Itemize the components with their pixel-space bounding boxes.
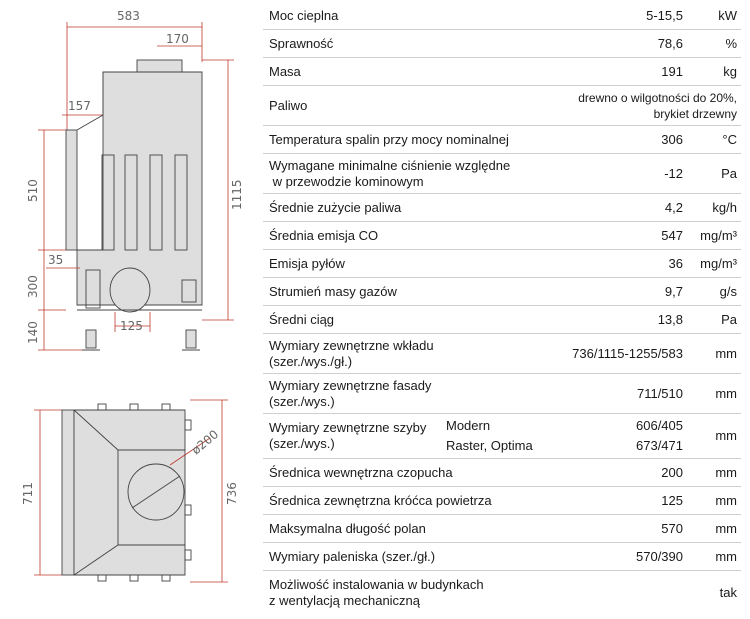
spec-label-line2: (szer./wys./gł.) <box>269 353 353 369</box>
technical-drawing-svg <box>0 0 256 619</box>
spec-label-line1: Wymagane minimalne ciśnienie względne <box>269 157 511 173</box>
dim-510: 510 <box>26 179 40 202</box>
spec-unit: mm <box>715 520 737 536</box>
spec-row <box>263 571 741 615</box>
spec-row <box>263 222 741 250</box>
spec-row <box>263 86 741 126</box>
spec-label-line1: Wymiary zewnętrzne szyby <box>269 420 427 435</box>
spec-label-line1: Wymiary zewnętrzne fasady <box>269 377 432 393</box>
spec-label: Paliwo <box>269 97 308 113</box>
spec-label: Moc cieplna <box>269 8 339 23</box>
spec-label: Średnie zużycie paliwa <box>269 199 402 215</box>
spec-row <box>263 543 741 571</box>
dim-711: 711 <box>21 482 35 505</box>
spec-unit: kg/h <box>712 199 737 215</box>
spec-row <box>263 58 741 86</box>
spec-label-line1: Wymiary zewnętrzne wkładu <box>269 337 434 353</box>
spec-row <box>263 459 741 487</box>
spec-unit: mm <box>715 428 737 443</box>
spec-label: Temperatura spalin przy mocy nominalnej <box>269 131 509 147</box>
glass-variant-raster-value: 673/471 <box>636 438 683 453</box>
dim-583: 583 <box>117 9 140 23</box>
spec-value: 78,6 <box>657 35 683 51</box>
spec-label: Średnica wewnętrzna czopucha <box>269 464 453 480</box>
dim-200: ø200 <box>188 427 222 458</box>
spec-label: Średnica zewnętrzna króćca powietrza <box>269 492 492 508</box>
spec-row <box>263 374 741 414</box>
spec-row <box>263 306 741 334</box>
spec-unit: g/s <box>719 283 737 299</box>
spec-value-line1: drewno o wilgotności do 20%, <box>578 90 737 105</box>
spec-unit: mm <box>715 492 737 508</box>
spec-label: Maksymalna długość polan <box>269 520 426 536</box>
spec-table <box>263 3 741 615</box>
dim-170: 170 <box>166 32 189 46</box>
side-view <box>26 9 244 350</box>
spec-row <box>263 515 741 543</box>
spec-label <box>269 378 534 410</box>
spec-row <box>263 334 741 374</box>
spec-unit: Pa <box>721 165 737 181</box>
spec-row <box>263 30 741 58</box>
spec-value: 306 <box>661 131 683 147</box>
spec-unit: °C <box>722 131 737 147</box>
spec-label-line2: (szer./wys.) <box>269 393 335 409</box>
spec-row <box>263 194 741 222</box>
spec-unit: mm <box>715 464 737 480</box>
spec-value: -12 <box>664 165 683 181</box>
spec-label <box>269 338 534 370</box>
glass-variant-raster: Raster, Optima <box>446 438 533 453</box>
spec-value: 547 <box>661 227 683 243</box>
spec-unit: kW <box>718 8 737 23</box>
spec-value: 36 <box>668 255 683 271</box>
spec-row <box>263 487 741 515</box>
spec-row <box>263 414 741 459</box>
dim-35: 35 <box>48 253 64 267</box>
spec-row <box>263 3 741 30</box>
spec-value: 125 <box>661 492 683 508</box>
spec-label-line2: z wentylacją mechaniczną <box>269 593 421 608</box>
spec-unit: mg/m³ <box>700 255 737 271</box>
spec-value: 736/1115-1255/583 <box>572 345 683 361</box>
top-view <box>21 400 239 582</box>
glass-variant-modern-value: 606/405 <box>636 418 683 433</box>
spec-row <box>263 250 741 278</box>
spec-unit: tak <box>719 585 737 600</box>
technical-drawing <box>0 0 256 619</box>
spec-label: Strumień masy gazów <box>269 283 397 299</box>
spec-label <box>269 158 534 190</box>
spec-label-line2: w przewodzie kominowym <box>269 173 424 189</box>
dim-125: 125 <box>120 319 143 333</box>
spec-label: Wymiary paleniska (szer./gł.) <box>269 548 436 564</box>
spec-label: Sprawność <box>269 35 334 51</box>
spec-value: 570/390 <box>636 548 683 564</box>
dim-300: 300 <box>26 275 40 298</box>
spec-label-line2: (szer./wys.) <box>269 436 335 451</box>
spec-value <box>578 90 737 122</box>
spec-value: 13,8 <box>657 311 683 327</box>
spec-value: 711/510 <box>636 385 683 401</box>
spec-unit: Pa <box>721 311 737 327</box>
spec-unit: % <box>725 35 737 51</box>
spec-row <box>263 278 741 306</box>
spec-value: 5-15,5 <box>646 8 683 23</box>
spec-unit: mm <box>715 345 737 361</box>
spec-value: 200 <box>661 464 683 480</box>
spec-value-line2: brykiet drzewny <box>653 106 737 121</box>
glass-variant-modern: Modern <box>446 418 491 433</box>
spec-unit: mg/m³ <box>700 227 737 243</box>
spec-label-line1: Możliwość instalowania w budynkach <box>269 577 484 592</box>
spec-row <box>263 126 741 154</box>
spec-value: 191 <box>661 63 683 79</box>
spec-row <box>263 154 741 194</box>
dim-157: 157 <box>68 99 91 113</box>
spec-value: 570 <box>661 520 683 536</box>
spec-unit: mm <box>715 548 737 564</box>
spec-label: Masa <box>269 63 301 79</box>
spec-label: Średnia emisja CO <box>269 227 379 243</box>
spec-label <box>269 577 534 609</box>
dim-140: 140 <box>26 321 40 344</box>
spec-label: Emisja pyłów <box>269 255 345 271</box>
dim-736: 736 <box>225 482 239 505</box>
spec-unit: mm <box>715 385 737 401</box>
spec-unit: kg <box>723 63 737 79</box>
dim-1115: 1115 <box>230 179 244 210</box>
spec-label: Średni ciąg <box>269 311 335 327</box>
spec-value: 9,7 <box>664 283 683 299</box>
spec-value: 4,2 <box>664 199 683 215</box>
